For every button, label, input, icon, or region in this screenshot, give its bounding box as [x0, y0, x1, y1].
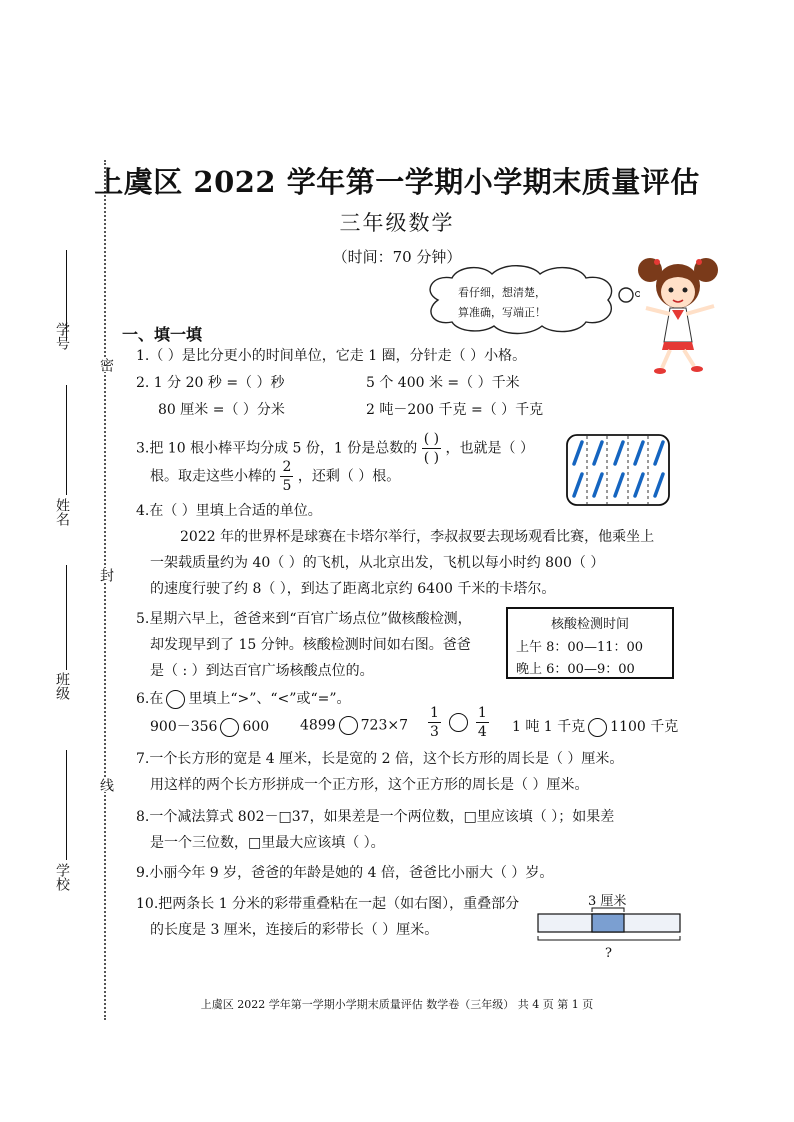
q6c-right-fraction — [476, 704, 489, 741]
q6c-right-den: 4 — [477, 724, 487, 740]
compare-circle-icon — [166, 690, 185, 709]
label-school: 学校 — [54, 863, 70, 891]
question-6 — [136, 688, 351, 709]
q6a-left: 900－356 — [150, 719, 218, 735]
question-6-item-a — [150, 716, 269, 737]
q3b-fraction-den: 5 — [282, 478, 292, 494]
question-3-line2 — [150, 458, 400, 495]
class-line — [66, 565, 67, 670]
question-6-item-c — [428, 704, 489, 741]
binding-dotted-line — [104, 160, 106, 1020]
question-2c: 80 厘米 =（ ）分米 — [158, 402, 285, 418]
compare-circle-c[interactable] — [449, 713, 468, 732]
ribbon-overlap-label: 3 厘米 — [588, 894, 627, 909]
seal-char-feng: 封 — [98, 568, 114, 582]
schedule-evening: 晚上 6：00—9：00 — [516, 662, 635, 677]
question-2b: 5 个 400 米 =（ ）千米 — [366, 375, 520, 391]
seal-char-mi: 密 — [98, 358, 114, 372]
question-2a: 2. 1 分 20 秒 =（ ）秒 — [136, 375, 285, 391]
question-1: 1.（ ）是比分更小的时间单位，它走 1 圈，分针走（ ）小格。 — [136, 348, 527, 364]
q3-text-pre: 3.把 10 根小棒平均分成 5 份，1 份是总数的 — [136, 440, 418, 457]
question-10-line2: 的长度是 3 厘米，连接后的彩带长（ ）厘米。 — [150, 922, 439, 938]
question-9: 9.小丽今年 9 岁，爸爸的年龄是她的 4 倍，爸爸比小丽大（ ）岁。 — [136, 865, 554, 881]
bubble-text-1: 看仔细，想清楚， — [458, 286, 546, 299]
question-4: 4.在（ ）里填上合适的单位。 — [136, 503, 322, 519]
bubble-text-2: 算准确，写端正！ — [458, 306, 546, 319]
label-student-id: 学号 — [54, 322, 70, 350]
q3b-fraction-num: 2 — [282, 459, 292, 475]
question-4-text-1: 2022 年的世界杯是球赛在卡塔尔举行，李叔叔要去现场观看比赛，他乘坐上 — [180, 529, 655, 545]
section-heading-1: 一、填一填 — [122, 325, 203, 344]
question-5-line2: 却发现早到了 15 分钟。核酸检测时间如右图。爸爸 — [150, 637, 471, 653]
q3-blank-fraction — [422, 430, 441, 467]
page-footer: 上虞区 2022 学年第一学期小学期末质量评估 数学卷（三年级） 共 4 页 第 1 页 — [200, 998, 594, 1011]
q6b-right: 723×7 — [360, 717, 408, 734]
q3b-text-post: ，还剩（ ）根。 — [297, 468, 401, 485]
question-2d: 2 吨－200 千克 =（ ）千克 — [366, 402, 544, 418]
question-5-line3: 是（ : ）到达百官广场核酸点位的。 — [150, 663, 374, 679]
q6b-left: 4899 — [300, 717, 336, 734]
test-schedule-box — [506, 607, 674, 679]
name-line — [66, 385, 67, 495]
q6a-right: 600 — [242, 719, 270, 735]
seal-char-xian: 线 — [98, 778, 114, 792]
q6c-left-fraction — [428, 704, 441, 741]
question-7-line2: 用这样的两个长方形拼成一个正方形，这个正方形的周长是（ ）厘米。 — [150, 777, 589, 793]
compare-circle-a[interactable] — [220, 718, 239, 737]
q6c-right-num: 1 — [477, 705, 487, 721]
q6-text-pre: 6.在 — [136, 691, 164, 707]
q3-fraction-num: ( ) — [423, 431, 440, 447]
q6-text-post: 里填上“>”、“<”或“=”。 — [188, 691, 351, 707]
compare-circle-b[interactable] — [339, 716, 358, 735]
q6d-right: 1100 千克 — [610, 719, 679, 735]
question-6-item-b — [300, 716, 408, 735]
sticks-diagram — [566, 434, 670, 506]
question-8-line1: 8.一个减法算式 802－□37，如果差是一个两位数，□里应该填（ ）；如果差 — [136, 809, 615, 825]
q6c-left-num: 1 — [430, 705, 439, 721]
page-subtitle: 三年级数学 — [339, 211, 455, 235]
page-title: 上虞区 2022 学年第一学期小学期末质量评估 — [94, 165, 700, 199]
compare-circle-d[interactable] — [588, 718, 607, 737]
q6d-left: 1 吨 1 千克 — [512, 719, 586, 735]
q3-text-post: ，也就是（ ） — [445, 440, 534, 457]
question-8-line2: 是一个三位数，□里最大应该填（ ）。 — [150, 835, 385, 851]
question-4-text-2: 一架载质量约为 40（ ）的飞机，从北京出发，飞机以每小时约 800（ ） — [150, 555, 605, 571]
q6c-left-den: 3 — [430, 724, 439, 740]
question-7-line1: 7.一个长方形的宽是 4 厘米，长是宽的 2 倍，这个长方形的周长是（ ）厘米。 — [136, 751, 624, 767]
ribbon-total-question-mark: ? — [605, 946, 612, 961]
q3-fraction-den: ( ) — [423, 450, 440, 466]
time-limit: （时间：70 分钟） — [332, 248, 462, 266]
q3b-text-pre: 根。取走这些小棒的 — [150, 468, 276, 485]
schedule-morning: 上午 8：00—11：00 — [516, 640, 644, 655]
question-5-line1: 5.星期六早上，爸爸来到“百官广场点位”做核酸检测， — [136, 611, 472, 627]
question-10-line1: 10.把两条长 1 分米的彩带重叠粘在一起（如右图），重叠部分 — [136, 896, 520, 912]
school-line — [66, 750, 67, 860]
label-class: 班级 — [54, 672, 70, 700]
question-4-text-3: 的速度行驶了约 8（ ），到达了距离北京约 6400 千米的卡塔尔。 — [150, 581, 556, 597]
cartoon-girl-illustration — [636, 250, 722, 378]
question-6-item-d — [512, 716, 678, 737]
label-name: 姓名 — [54, 498, 70, 526]
q3b-fraction — [280, 458, 293, 495]
schedule-title: 核酸检测时间 — [550, 617, 629, 632]
